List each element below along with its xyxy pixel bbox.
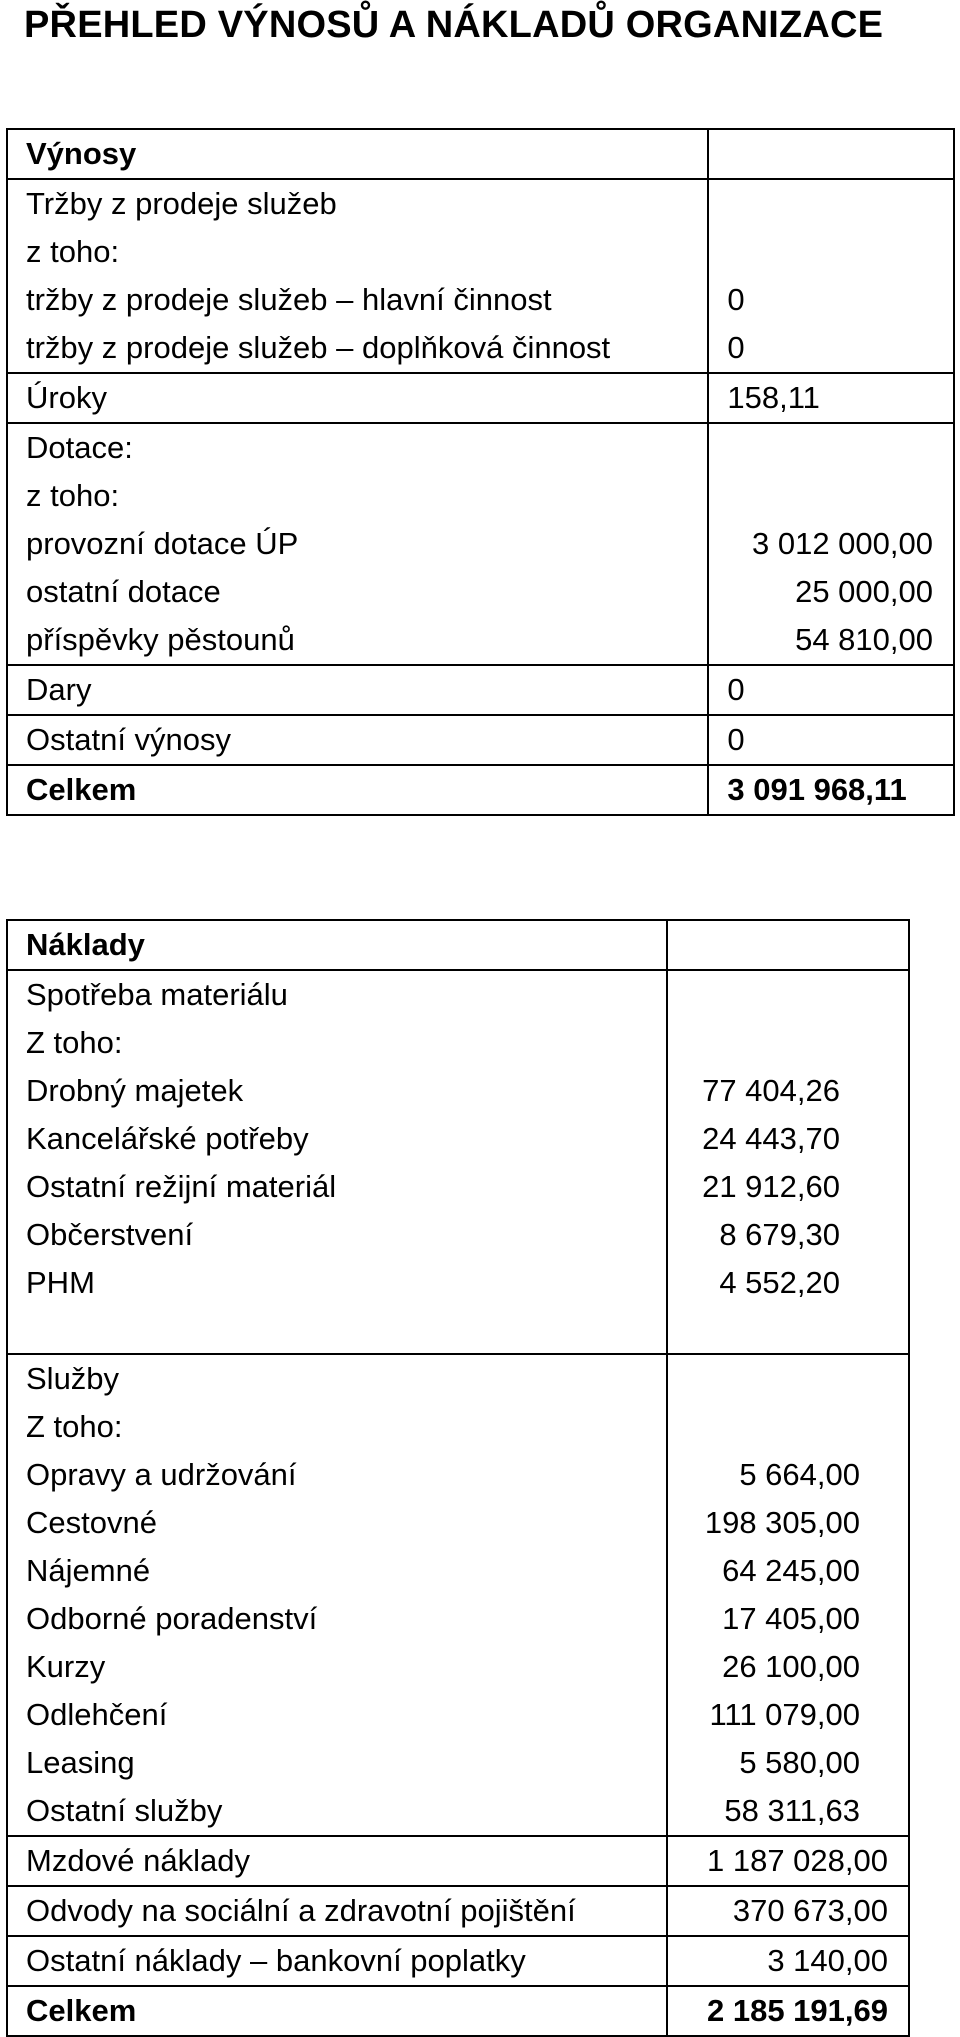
services-item-value: 111 079,00: [709, 1697, 860, 1732]
material-item-value: 77 404,26: [702, 1073, 840, 1108]
services-row: [7, 1354, 909, 1836]
services-item-value: 26 100,00: [722, 1649, 860, 1684]
insurance-row: [7, 1886, 909, 1936]
costs-table: [6, 919, 910, 2037]
interest-value: 158,11: [727, 380, 820, 415]
services-of-label: Z toho:: [26, 1409, 123, 1444]
services-label: Služby: [26, 1361, 120, 1396]
material-item-value: 8 679,30: [719, 1217, 840, 1252]
costs-heading-row: [7, 920, 909, 970]
subsidy-other-label: ostatní dotace: [26, 574, 221, 609]
wages-row: [7, 1836, 909, 1886]
revenue-heading-row: [7, 129, 954, 179]
revenue-total-row: [7, 765, 954, 815]
revenue-table: [6, 128, 955, 816]
material-item-value: 21 912,60: [702, 1169, 840, 1204]
page-title: PŘEHLED VÝNOSŮ A NÁKLADŮ ORGANIZACE: [24, 4, 884, 46]
foster-label: příspěvky pěstounů: [26, 622, 295, 657]
subsidies-of-label: z toho:: [26, 478, 120, 513]
insurance-value: 370 673,00: [732, 1893, 888, 1928]
services-item-label: Kurzy: [26, 1649, 106, 1684]
services-item-label: Opravy a udržování: [26, 1457, 297, 1492]
other-revenue-label: Ostatní výnosy: [26, 722, 232, 757]
services-item-value: 17 405,00: [722, 1601, 860, 1636]
interest-row: [7, 373, 954, 423]
bank-fees-label: Ostatní náklady – bankovní poplatky: [26, 1943, 526, 1978]
services-item-label: Odlehčení: [26, 1697, 168, 1732]
revenue-total-label: Celkem: [26, 772, 137, 807]
material-item-label: Ostatní režijní materiál: [26, 1169, 337, 1204]
services-item-value: 198 305,00: [704, 1505, 860, 1540]
material-item-label: PHM: [26, 1265, 95, 1300]
other-revenue-value: 0: [727, 722, 745, 757]
material-item-label: Drobný majetek: [26, 1073, 244, 1108]
costs-total-label: Celkem: [26, 1993, 137, 2028]
costs-total-value: 2 185 191,69: [706, 1993, 888, 2028]
interest-label: Úroky: [26, 380, 107, 415]
sales-of-label: z toho:: [26, 234, 120, 269]
gifts-label: Dary: [26, 672, 92, 707]
wages-value: 1 187 028,00: [706, 1843, 888, 1878]
material-item-label: Kancelářské potřeby: [26, 1121, 309, 1156]
foster-value: 54 810,00: [795, 622, 933, 657]
revenue-heading: Výnosy: [26, 136, 137, 171]
material-row: [7, 970, 909, 1354]
other-revenue-row: [7, 715, 954, 765]
sales-side-value: 0: [727, 330, 745, 365]
material-item-value: 24 443,70: [702, 1121, 840, 1156]
costs-total-row: [7, 1986, 909, 2036]
services-item-label: Ostatní služby: [26, 1793, 223, 1828]
sales-side-label: tržby z prodeje služeb – doplňková činnost: [26, 330, 611, 365]
material-item-value: 4 552,20: [719, 1265, 840, 1300]
gifts-value: 0: [727, 672, 745, 707]
subsidy-other-value: 25 000,00: [795, 574, 933, 609]
costs-heading: Náklady: [26, 927, 145, 962]
services-item-label: Leasing: [26, 1745, 135, 1780]
services-item-value: 58 311,63: [724, 1793, 860, 1828]
subsidy-up-label: provozní dotace ÚP: [26, 526, 299, 561]
revenue-sales-row: [7, 179, 954, 373]
sales-main-label: tržby z prodeje služeb – hlavní činnost: [26, 282, 552, 317]
services-item-label: Nájemné: [26, 1553, 151, 1588]
subsidy-up-value: 3 012 000,00: [751, 526, 933, 561]
services-item-value: 5 580,00: [739, 1745, 860, 1780]
subsidies-row: [7, 423, 954, 665]
subsidies-label: Dotace:: [26, 430, 133, 465]
services-item-value: 64 245,00: [722, 1553, 860, 1588]
wages-label: Mzdové náklady: [26, 1843, 251, 1878]
material-label: Spotřeba materiálu: [26, 977, 288, 1012]
sales-label: Tržby z prodeje služeb: [26, 186, 337, 221]
material-item-label: Občerstvení: [26, 1217, 194, 1252]
services-item-label: Odborné poradenství: [26, 1601, 318, 1636]
bank-fees-value: 3 140,00: [767, 1943, 888, 1978]
bank-fees-row: [7, 1936, 909, 1986]
gifts-row: [7, 665, 954, 715]
services-item-value: 5 664,00: [739, 1457, 860, 1492]
revenue-total-value: 3 091 968,11: [727, 772, 907, 807]
sales-main-value: 0: [727, 282, 745, 317]
material-of-label: Z toho:: [26, 1025, 123, 1060]
insurance-label: Odvody na sociální a zdravotní pojištění: [26, 1893, 576, 1928]
services-item-label: Cestovné: [26, 1505, 157, 1540]
